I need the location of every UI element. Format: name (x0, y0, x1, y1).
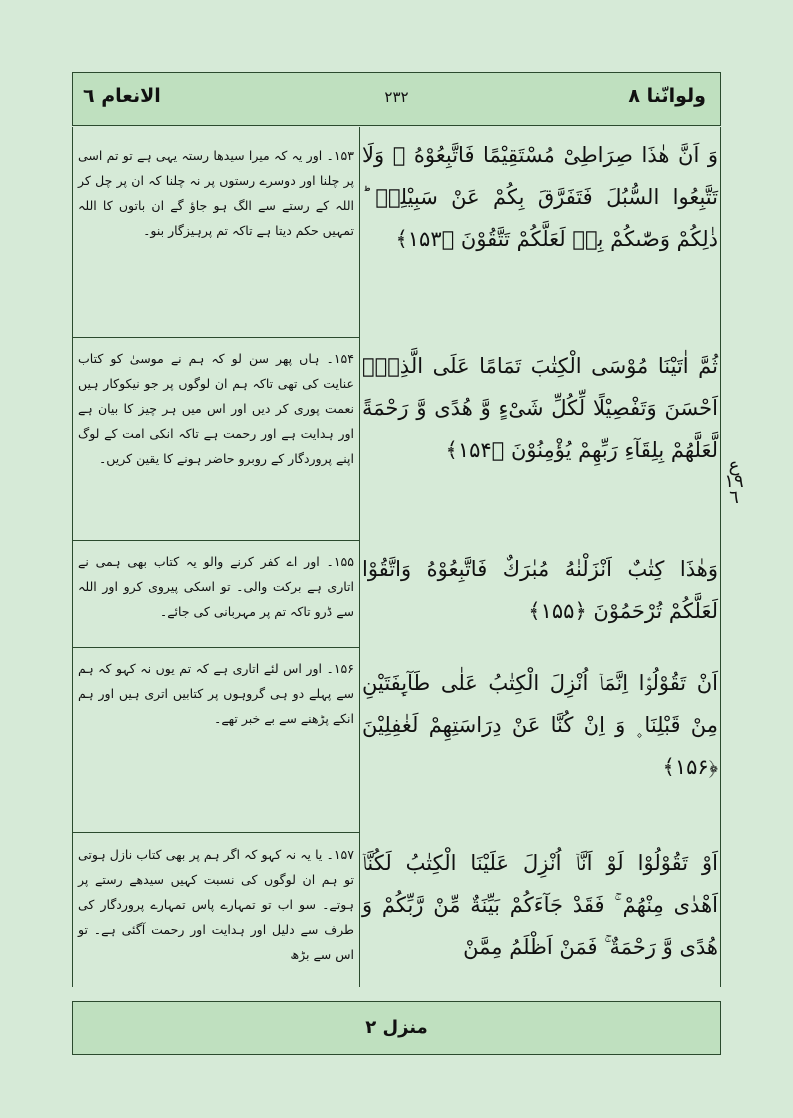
urdu-translation-157: ۱۵۷۔ یا یہ نہ کہو کہ اگر ہم پر بھی کتاب نازل ہوتی تو ہم ان لوگوں کی نسبت کہیں سیدھے رستے پر ہوتے۔ سو اب تو تمہارے پاس تمہارے پروردگار کی طرف سے دلیل اور ہدایت اور رحمت آگئی ہے۔ تو اس سے بڑھ (78, 847, 354, 962)
column-divider (359, 127, 360, 987)
page-footer (72, 1001, 721, 1055)
arabic-verse-155: وَهٰذَا كِتٰبٌ اَنْزَلْنٰهُ مُبٰرَكٌ فَاتَّبِعُوْهُ وَاتَّقُوْا لَعَلَّكُمْ تُرْحَمُوْنَ ﴿۱۵۵﴾ (362, 557, 718, 623)
juz-title: ولوانّنا ٨ (628, 85, 706, 107)
urdu-translation-156: ۱۵۶۔ اور اس لئے اتاری ہے کہ تم یوں نہ کہو کہ ہم سے پہلے دو ہی گروہوں پر کتابیں اتری ہیں اور ہم انکے پڑھنے سے بے خبر تھے۔ (78, 661, 354, 726)
urdu-translation-154: ۱۵۴۔ ہاں پھر سن لو کہ ہم نے موسیٰ کو کتاب عنایت کی تھی تاکہ ہم ان لوگوں پر جو نیکوکار ہیں نعمت پوری کر دیں اور اس میں ہر چیز کا بیان ہے اور ہدایت ہے اور رحمت ہے تاکہ انکی امت کے لوگ اپنے پروردگار کے روبرو حاضر ہونے کا یقین کریں۔ (78, 351, 354, 466)
ruku-marker: ع ١٩ ٦ (724, 455, 744, 508)
urdu-translation-155: ۱۵۵۔ اور اے کفر کرنے والو یہ کتاب بھی ہمی نے اتاری ہے برکت والی۔ تو اسکی پیروی کرو اور اللہ سے ڈرو تاکہ تم پر مہربانی کی جائے۔ (78, 554, 354, 619)
page-header (72, 72, 721, 126)
urdu-translation-153: ۱۵۳۔ اور یہ کہ میرا سیدھا رستہ یہی ہے تو تم اسی پر چلنا اور دوسرے رستوں پر نہ چلنا کہ ان پر چل کر اللہ کے رستے سے الگ ہو جاؤ گے ان باتوں کا اللہ تمہیں حکم دیتا ہے تاکہ تم پرہیزگار بنو۔ (78, 148, 354, 238)
page-number: ٢٣٢ (384, 88, 409, 106)
row-separator (72, 540, 359, 541)
arabic-verse-157: اَوْ تَقُوْلُوْا لَوْ اَنَّاۤ اُنْزِلَ عَلَیْنَا الْكِتٰبُ لَكُنَّاۤ اَهْدٰى مِنْهُمْ ۚ فَقَدْ جَآءَكُمْ بَیِّنَةٌ مِّنْ رَّبِّكُمْ وَ هُدًى وَّ رَحْمَةٌ ۚ فَمَنْ اَظْلَمُ مِمَّنْ (362, 851, 718, 959)
right-border (720, 127, 721, 987)
left-border (72, 127, 73, 987)
row-separator (72, 337, 359, 338)
row-separator (72, 832, 359, 833)
arabic-verse-153: وَ اَنَّ هٰذَا صِرَاطِیْ مُسْتَقِیْمًا فَاتَّبِعُوْهُ ۚ وَلَا تَتَّبِعُوا السُّبُلَ فَتَفَرَّقَ بِكُمْ عَنْ سَبِیْلِهٖ ؕ ذٰلِكُمْ وَصّٰىكُمْ بِهٖ لَعَلَّكُمْ تَتَّقُوْنَ ﴿۱۵۳﴾ (362, 143, 718, 251)
surah-title: الانعام ٦ (83, 85, 161, 107)
manzil-label: منزل ٢ (365, 1017, 428, 1038)
arabic-verse-154: ثُمَّ اٰتَیْنَا مُوْسَى الْكِتٰبَ تَمَامًا عَلَى الَّذِیْۤ اَحْسَنَ وَتَفْصِیْلًا لِّكُلِّ شَیْءٍ وَّ هُدًى وَّ رَحْمَةً لَّعَلَّهُمْ بِلِقَآءِ رَبِّهِمْ یُؤْمِنُوْنَ ﴿۱۵۴﴾ (362, 354, 718, 462)
row-separator (72, 647, 359, 648)
arabic-verse-156: اَنْ تَقُوْلُوْۤا اِنَّمَاۤ اُنْزِلَ الْكِتٰبُ عَلٰى طَآىِٕفَتَیْنِ مِنْ قَبْلِنَا ۪ وَ اِنْ كُنَّا عَنْ دِرَاسَتِهِمْ لَغٰفِلِیْنَ ﴿۱۵۶﴾ (362, 671, 718, 779)
